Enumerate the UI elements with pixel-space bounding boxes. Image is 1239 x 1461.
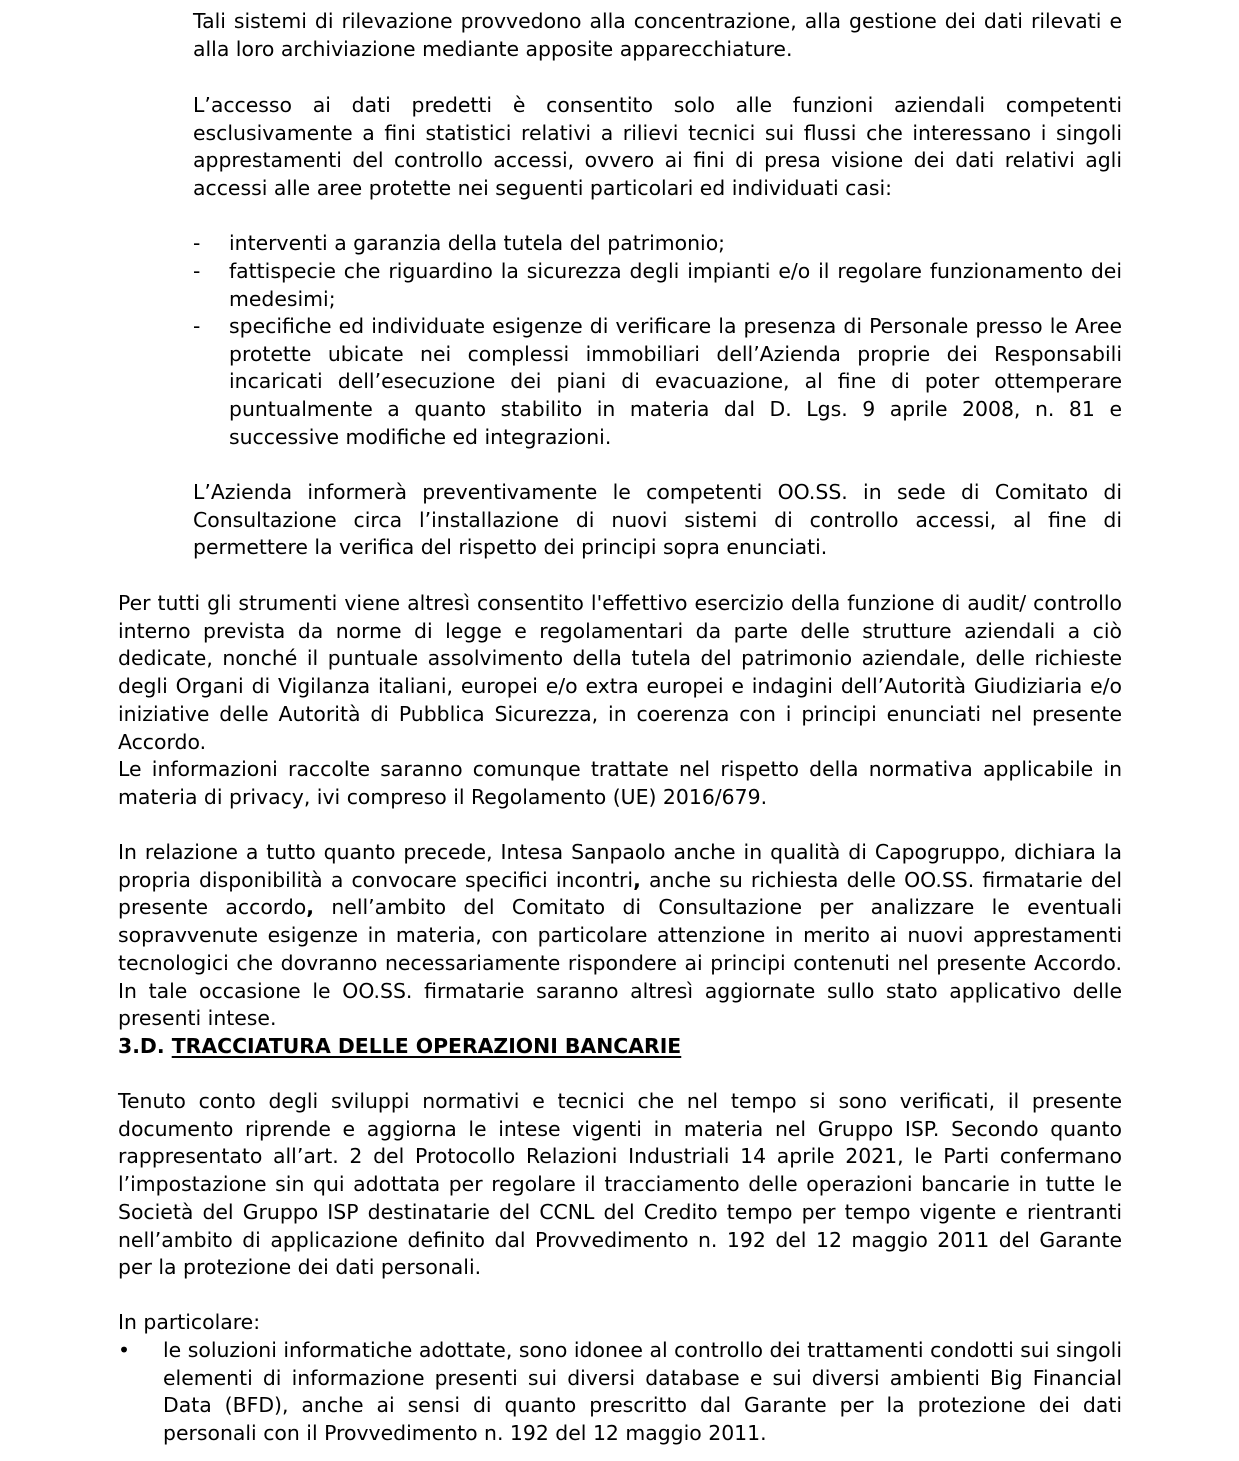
section-heading <box>118 1033 681 1061</box>
list-item-text: le soluzioni informatiche adottate, sono idonee al controllo dei trattamenti condotti sui singoli elementi di informazione presenti sui diversi database e sui diversi ambienti Big Financial Data (BFD), anche ai sensi di quanto prescritto dal Garante per la protezione dei dati personali con il Provvedimento n. 192 del 12 maggio 2011. <box>163 1338 1122 1446</box>
dash-marker: - <box>193 314 201 338</box>
list-item <box>193 258 1122 313</box>
list-item-text: fattispecie che riguardino la sicurezza degli impianti e/o il regolare funzionamento dei medesimi; <box>229 259 1122 311</box>
paragraph-incontri-part-1: In relazione a tutto quanto precede, Intesa Sanpaolo anche in qualità di Capogruppo, dichiara la propria disponibilità a convocare specifici incontri <box>118 840 1122 892</box>
dash-marker: - <box>193 259 201 283</box>
list-item <box>193 230 1122 258</box>
paragraph-informativa-ooss: L’Azienda informerà preventivamente le competenti OO.SS. in sede di Comitato di Consultazione circa l’installazione di nuovi sistemi di controllo accessi, al fine di permettere la verifica del rispetto dei principi sopra enunciati. <box>193 480 1122 560</box>
section-number: 3.D. <box>118 1034 172 1058</box>
bold-comma: , <box>633 867 641 892</box>
bold-comma: , <box>306 895 314 920</box>
list-item <box>193 313 1122 452</box>
list-item-text: specifiche ed individuate esigenze di verificare la presenza di Personale presso le Aree protette ubicate nei complessi immobiliari dell’Azienda proprie dei Responsabili incaricati dell’esecuzione dei piani di evacuazione, al fine di poter ottemperare puntualmente a quanto stabilito in materia dal D. Lgs. 9 aprile 2008, n. 81 e successive modifiche ed integrazioni. <box>229 314 1122 449</box>
list-item <box>118 1337 1122 1448</box>
paragraph-incontri-part-3: , nell’ambito del Comitato di Consultazione per analizzare le eventuali sopravvenute esigenze in materia, con particolare attenzione in merito ai nuovi apprestamenti tecnologici che dovranno necessariamente rispondere ai principi contenuti nel presente Accordo. In tale occasione le OO.SS. firmatarie saranno altresì aggiornate sullo stato applicativo delle presenti intese. <box>118 895 1123 1031</box>
paragraph-incontri-part-2: , anche su richiesta delle OO.SS. firmatarie del presente accordo <box>118 867 1122 920</box>
paragraph-privacy: Le informazioni raccolte saranno comunque trattate nel rispetto della normativa applicabile in materia di privacy, ivi compreso il Regolamento (UE) 2016/679. <box>118 757 1122 809</box>
paragraph-in-particolare: In particolare: <box>118 1310 261 1334</box>
paragraph-accesso-dati: L’accesso ai dati predetti è consentito solo alle funzioni aziendali competenti esclusivamente a fini statistici relativi a rilievi tecnici sui flussi che interessano i singoli apprestamenti del controllo accessi, ovvero ai fini di presa visione dei dati relativi agli accessi alle aree protette nei seguenti particolari ed individuati casi: <box>193 93 1122 201</box>
paragraph-tracciatura: Tenuto conto degli sviluppi normativi e tecnici che nel tempo si sono verificati, il presente documento riprende e aggiorna le intese vigenti in materia nel Gruppo ISP. Secondo quanto rappresentato all’art. 2 del Protocollo Relazioni Industriali 14 aprile 2021, le Parti confermano l’impostazione sin qui adottata per regolare il tracciamento delle operazioni bancarie in tutte le Società del Gruppo ISP destinatarie del CCNL del Credito tempo per tempo vigente e rientranti nell’ambito di applicazione definito dal Provvedimento n. 192 del 12 maggio 2011 del Garante per la protezione dei dati personali. <box>118 1089 1122 1280</box>
paragraph-rilevazione: Tali sistemi di rilevazione provvedono alla concentrazione, alla gestione dei dati rilevati e alla loro archiviazione mediante apposite apparecchiature. <box>193 9 1122 61</box>
bullet-marker: • <box>118 1338 131 1362</box>
dash-marker: - <box>193 231 201 255</box>
paragraph-incontri <box>118 839 1122 1033</box>
paragraph-audit: Per tutti gli strumenti viene altresì consentito l'effettivo esercizio della funzione di audit/ controllo interno prevista da norme di legge e regolamentari da parte delle strutture aziendali a ciò dedicate, nonché il puntuale assolvimento della tutela del patrimonio aziendale, delle richieste degli Organi di Vigilanza italiani, europei e/o extra europei e indagini dell’Autorità Giudiziaria e/o iniziative delle Autorità di Pubblica Sicurezza, in coerenza con i principi enunciati nel presente Accordo. <box>118 591 1122 754</box>
section-title: TRACCIATURA DELLE OPERAZIONI BANCARIE <box>171 1034 682 1058</box>
list-item-text: interventi a garanzia della tutela del patrimonio; <box>229 231 726 255</box>
